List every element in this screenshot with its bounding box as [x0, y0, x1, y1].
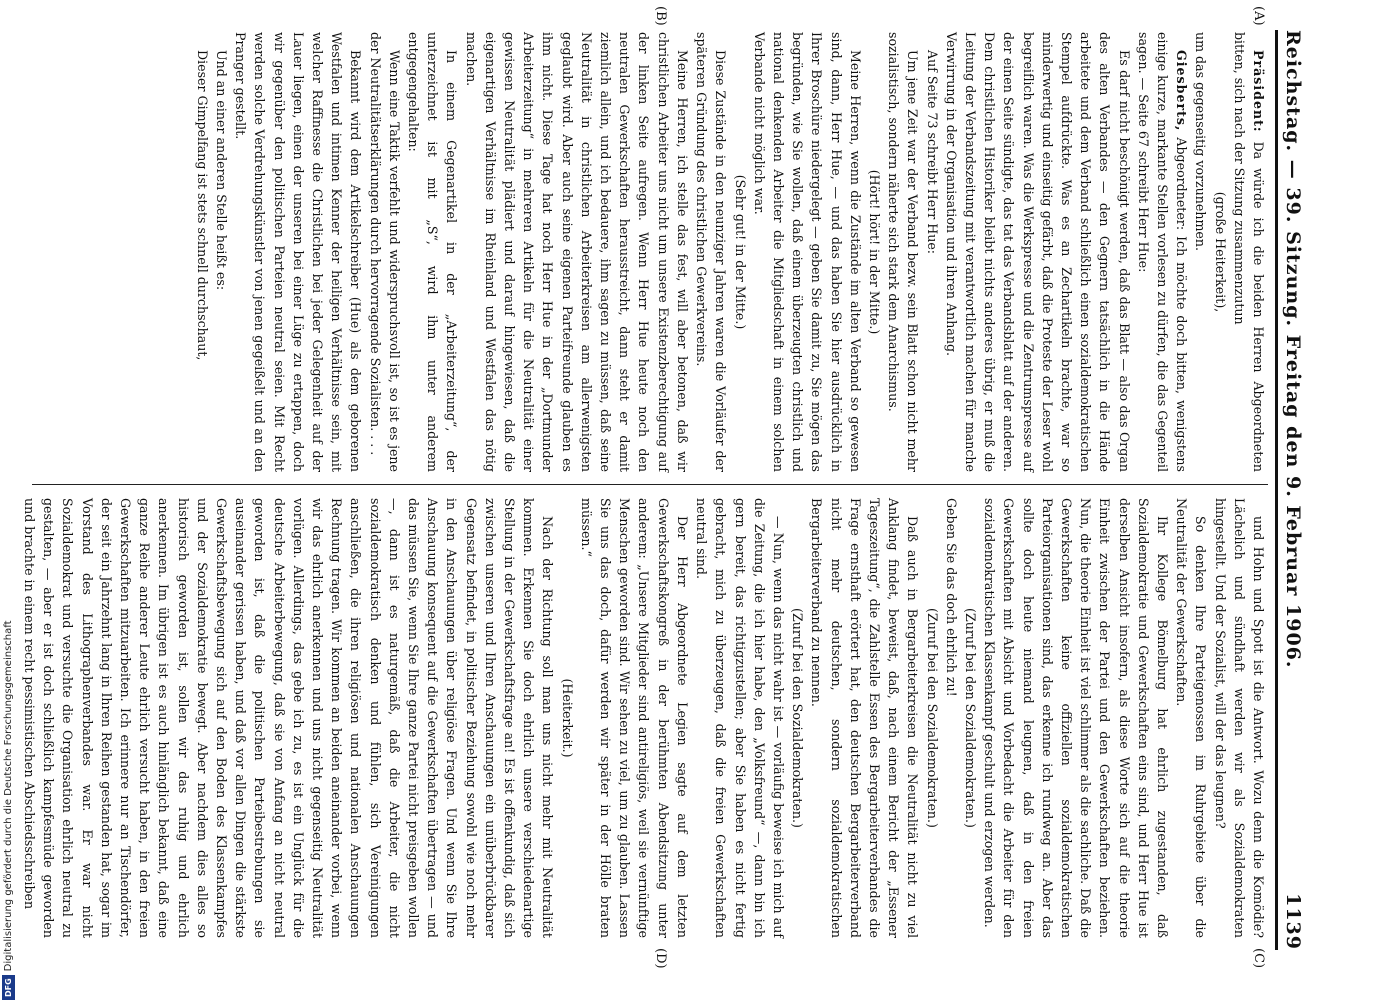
paragraph: — Nun, wenn das nicht wahr ist — vorläufig beweise ich mich auf die Zeitung, die ich hier habe, den „Volksfreund“ —, dann bin ich gern bereit, das richtigzustellen; aber Sie haben es nicht fertig gebracht, mich zu überzeugen, daß die freien Gewerkschaften neutral sind.: [694, 498, 786, 938]
speech-paragraph: [1134, 32, 1192, 472]
paragraph: Daß auch in Bergarbeiterkreisen die Neutralität nicht zu viel Anklang findet, beweist, daß, nach einem Bericht der „Essener Tageszeitung“, die Zahlstelle Essen des Bergarbeiterverbandes die Frage ernsthaft erörtert hat, den deutschen Bergarbeiterverband nicht mehr deutschen, sondern sozialdemokratischen Bergarbeiterverband zu nennen.: [809, 498, 921, 938]
interjection: (Heiterkeit.): [559, 678, 575, 758]
interjection: (Zuruf bei den Sozialdemokraten.): [962, 608, 978, 828]
page-title: Reichstag. — 39. Sitzung. Freitag den 9. Februar 1906.: [1282, 30, 1304, 669]
speaker-name: Giesberts,: [1174, 50, 1190, 132]
paragraph: um das gegenseitig vorzunehmen.: [1193, 32, 1209, 251]
paragraph: Meine Herren, wenn die Zustände im alten Verband so gewesen sind, dann, Herr Hue, — und das haben Sie hier ausdrücklich in Ihrer Broschüre niedergelegt — geben Sie damit zu, Sie mögen das begründen, wie Sie wollen, daß einem überzeugten christlich und national denkenden Arbeiter die Mitgliedschaft in einem solchen Verbande nicht möglich war.: [751, 32, 863, 472]
interjection: (Zuruf bei den Sozialdemokraten.): [924, 608, 940, 828]
paragraph: Und an einer anderen Stelle heißt es:: [214, 50, 230, 291]
interjection: (Zuruf bei den Sozialdemokraten.): [790, 608, 806, 828]
paragraph: Es darf nicht beschönigt werden, daß das Blatt — also das Organ des alten Verbandes — den Gegnern tatsächlich in die Hände arbeitete und dem Verband schließlich einen sozialdemokratischen Stempel aufdrückte. Was es an Zechartikeln brachte, war so minderwertig und einseitig gefärbt, daß die Proteste der Leser wohl begreiflich waren. Was die Werkspresse und die Zentrumspresse auf der einen Seite sündigte, das tat das Verbandsblatt auf der anderen. Dem christlichen Historiker bleibt nichts anderes übrig, er muß die Leitung der Verbandszeitung mit verantwortlich machen für manche Verwirrung in der Organisation und ihren Anhang.: [943, 32, 1132, 472]
interjection: (Sehr gut! in der Mitte.): [732, 174, 748, 330]
margin-marker-a: (A): [1251, 6, 1266, 26]
paragraph: So denken Ihre Parteigenossen im Ruhrgebiete über die Neutralität der Gewerkschaften.: [1174, 498, 1209, 938]
text-column-left: [28, 32, 1268, 472]
paragraph: Bekannt wird dem Artikelschreiber (Hue) als dem geborenen Westfalen und intimen Kenner der heiligen Verhältnisse sein, mit welcher Raffinesse die Christlichen bei jeder Gelegenheit auf der Lauer liegen, einen der unseren bei einer Lüge zu ertappen, doch wir gegenüber den politischen Parteien neutral seien. Mit Recht werden solche Verdrehungskünstler von jenen gegeißelt und an den Pranger gestellt.: [233, 32, 364, 472]
paragraph: Wenn eine Taktik verfehlt und widerspruchsvoll ist, so ist es jene der Neutralitätserklärungen durch hervorragende Sozialisten. . . .: [367, 32, 402, 472]
paragraph: Meine Herren, ich stelle das fest, will aber betonen, daß wir christlichen Arbeiter uns nicht um unsere Existenzberechtigung auf der linken Seite aufregen. Wenn Herr Hue heute noch den neutralen Gewerkschaften herausstreicht, dann steht er damit ziemlich allein, und ich bedauere, ihm sagen zu müssen, daß seine Neutralität in christlichen Arbeiterkreisen am allerwenigsten geglaubt wird. Aber auch seine eigenen Parteifreunde glauben es ihm nicht. Diese Tage hat noch Herr Hue in der „Dortmunder Arbeiterzeitung“ in mehreren Artikeln für die Neutralität einer gewissen Neutralität plädiert und darauf hingewiesen, daß die eigenartigen Verhältnisse im Rheinland und Westfalen das nötig machen.: [463, 32, 690, 472]
margin-marker-d: (D): [653, 948, 668, 969]
paragraph: Ihr Kollege Bömelburg hat ehrlich zugestanden, daß Sozialdemokratie und Gewerkschaften eins sind, und Herr Hue ist derselben Ansicht insofern, als diese Worte sich auf die theorie Einheit zwischen der Partei und den Gewerkschaften beziehen. Nun, die theorie Einheit ist viel schlimmer als die sachliche. Daß die Gewerkschaften keine offiziellen sozialdemokratischen Parteiorganisationen sind, das erkenne ich rundweg an. Aber das sollte doch heute niemand leugnen, daß in den freien Gewerkschaften mit Absicht und Vorbedacht die Arbeiter für den sozialdemokratischen Klassenkampf geschult und erzogen werden.: [982, 498, 1170, 938]
page-header: [1275, 30, 1322, 950]
paragraph: Der Herr Abgeordnete Legien sagte auf dem letzten Gewerkschaftskongreß in der berühmten Abendsitzung unter anderem: „Unsere Mitglieder sind antireligiös, weil sie vernünftige Menschen geworden sind. Wir sehen zu viel, um zu glauben. Lassen Sie uns das doch, dafür werden wir später in der Hölle braten müssen.“: [578, 498, 690, 938]
speaker-name: Präsident:: [1251, 50, 1266, 133]
digitization-credit: [2, 20, 16, 1000]
margin-marker-c: (C): [1251, 948, 1266, 969]
rotated-page: [10, 0, 1330, 1000]
paragraph: Nach der Richtung soll man uns nicht mehr mit Neutralität kommen. Erkennen Sie doch ehrlich unsere verschiedenartige Stellung in der Gewerkschaftsfrage an! Es ist offenkundig, daß sich zwischen unseren und Ihren Anschauungen ein unüberbrückbarer Gegensatz befindet, in politischer Beziehung sowohl wie noch mehr in den Anschauungen über religiöse Fragen. Und wenn Sie Ihre Anschauung konsequent auf die Gewerkschaften übertragen — und das müssen Sie, wenn Sie Ihre ganze Partei nicht preisgeben wollen —, dann ist es naturgemäß, daß die Arbeiter, die nicht sozialdemokratisch denken und fühlen, sich Vereinigungen anschließen, die ihren religiösen und nationalen Anschauungen Rechnung tragen. Wir kommen an beiden aneinander vorbei, wenn wir das ehrlich anerkennen und uns nicht gegenseitig Neutralität vorlügen. Allerdings, das gebe ich zu, es ist ein Unglück für die deutsche Arbeiterbewegung, daß sie von Anfang an nicht neutral geworden ist, daß die politischen Parteibestrebungen sie auseinander gerissen haben, und daß vor allen Dingen die stärkste Gewerkschaftsbewegung sich auf den Boden des Klassenkampfes und der Sozialdemokratie bewegt. Aber nachdem dies alles so historisch geworden ist, sollen wir das ruhig und ehrlich anerkennen. Im übrigen ist es auch hinlänglich bekannt, daß eine ganze Reihe anderer Leute ehrlich versucht haben, in den freien Gewerkschaften mitzuarbeiten. Ich erinnere nur an Tischendörfer, der seit ein Jahrzehnt lang in Ihren Reihen gestanden hat, sogar im Vorstand des Lithographenverbandes war. Er war nicht Sozialdemokrat und versuchte die Organisation ehrlich neutral zu gestalten, — aber er ist doch schließlich kampfesmüde geworden und brachte in einem recht pessimistischen Abschiedsschreiben: [22, 498, 556, 938]
speech-text: Da würde ich die beiden Herren Abgeordneten bitten, sich nach der Sitzung zusammenzutun: [1231, 32, 1266, 472]
column-divider: [32, 484, 1268, 485]
interjection: (Hört! hört! in der Mitte.): [866, 169, 882, 335]
speech-text: Abgeordneter: Ich möchte doch bitten, wenigstens einige kurze, markante Stellen vorlesen zu dürfen, die das Gegenteil sagen. — Seite 67 schreibt Herr Hue:: [1135, 32, 1190, 472]
paragraph: Auf Seite 73 schreibt Herr Hue:: [924, 50, 940, 255]
paragraph: und Hohn und Spott ist die Antwort. Wozu denn die Komödie? Lächelich und sündhaft werden wir als Sozialdemokraten hingestellt. Und der Sozialist, will der das leugnen?: [1212, 498, 1266, 938]
credit-text: Digitalisierung gefördert durch die Deutsche Forschungsgemeinschaft: [3, 620, 14, 972]
dfg-logo-icon: DFG: [2, 975, 15, 1000]
margin-marker-b: (B): [653, 6, 668, 26]
page-number: 1139: [1282, 893, 1304, 950]
speech-paragraph: [1230, 32, 1268, 472]
paragraph: Um jene Zeit war der Verband bezw. sein Blatt schon nicht mehr sozialistisch, sondern näherte sich stark dem Anarchismus.: [886, 32, 921, 472]
paragraph: Geben Sie das doch ehrlich zu!: [943, 498, 959, 697]
paragraph: Diese Zustände in den neunziger Jahren waren die Vorläufer der späteren Gründung des christlichen Gewerkvereins.: [694, 32, 729, 472]
interjection: (große Heiterkeit),: [1212, 191, 1228, 313]
text-column-right: [22, 498, 1268, 938]
paragraph: In einem Gegenartikel in der „Arbeiterzeitung“, der unterzeichnet ist mit „S“, wird ihm unter anderem entgegengehalten:: [406, 32, 460, 472]
paragraph: Dieser Gimpelfang ist stets schnell durchschaut,: [194, 50, 210, 361]
